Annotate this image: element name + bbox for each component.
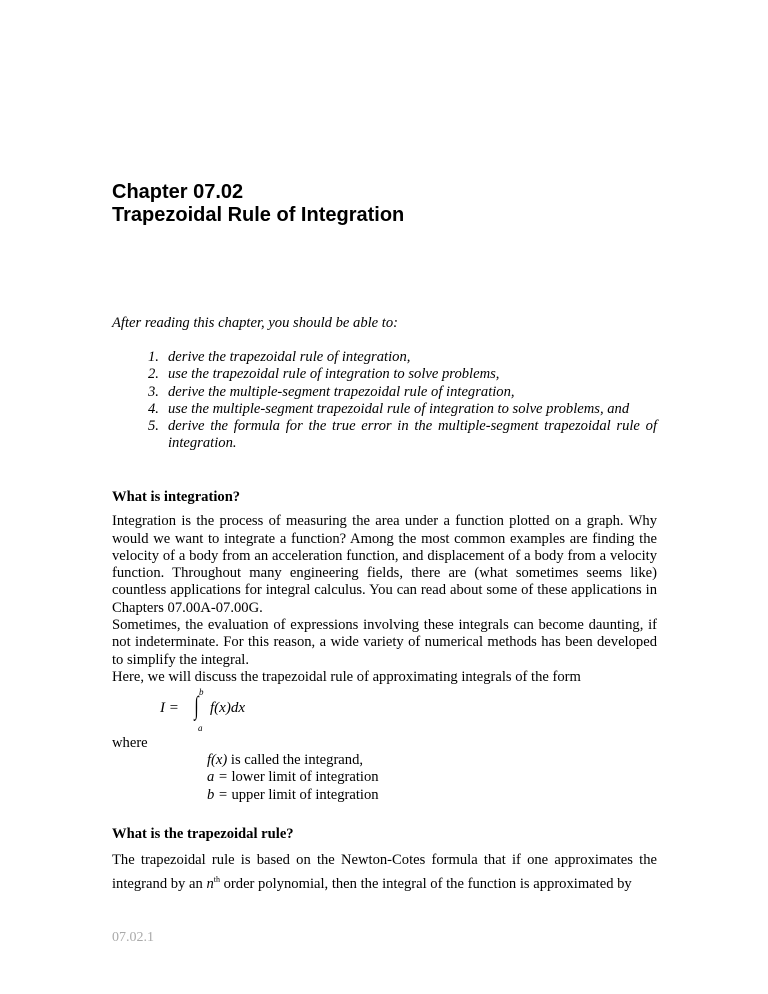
paragraph: Integration is the process of measuring the area under a function plotted on a graph. Why would we want to integrate a function? Among the most common examples are finding the velocity of a body from an acceleration function, and displacement of a body from a velocity function. Throughout many engineering fields, there are (what sometimes seems like) countless applications for integral calculus. You can read about some of these applications in Chapters 07.00A-07.00G. <box>112 513 657 616</box>
chapter-title <box>112 181 657 227</box>
lower-limit: a <box>198 723 203 733</box>
item-number: 1. <box>148 349 159 365</box>
item-number: 4. <box>148 400 159 417</box>
intro-text: After reading this chapter, you should be able to: <box>112 315 399 331</box>
section-trapezoidal <box>112 826 657 894</box>
paragraph: Sometimes, the evaluation of expressions involving these integrals can become daunting, if not indeterminate. For this reason, a wide variety of numerical methods has been developed to simplify the integral. <box>112 617 657 668</box>
item-text: use the multiple-segment trapezoidal rule of integration to solve problems, and <box>168 400 630 417</box>
chapter-number: Chapter 07.02 <box>112 181 244 203</box>
text: order polynomial, then the integral of the function is approximated by <box>219 876 632 893</box>
list-item <box>112 401 657 418</box>
superscript: th <box>213 875 220 885</box>
text: The trapezoidal rule is based on the Newton-Cotes formula that if one approximates the integrand by an <box>112 852 657 893</box>
upper-limit: b <box>199 687 204 697</box>
integral-sign-icon: ∫ <box>194 691 199 720</box>
list-item <box>112 366 657 383</box>
list-item <box>112 418 657 453</box>
section-integration <box>112 489 657 686</box>
definition-text: upper limit of integration <box>227 786 379 803</box>
objectives-list <box>112 349 657 453</box>
page-number: 07.02.1 <box>112 930 154 945</box>
definition <box>207 787 379 804</box>
definition-text: lower limit of integration <box>227 769 379 786</box>
section-heading: What is integration? <box>112 489 241 505</box>
equation-lhs: I = <box>160 700 179 716</box>
math-n: n <box>206 876 214 893</box>
item-text: use the trapezoidal rule of integration to solve problems, <box>168 366 500 383</box>
item-text: derive the formula for the true error in the multiple-segment trapezoidal rule of integration. <box>168 418 657 452</box>
item-text: derive the multiple-segment trapezoidal rule of integration, <box>168 383 515 400</box>
symbol: a = <box>207 769 228 786</box>
integral-equation <box>160 687 360 740</box>
definitions <box>207 752 379 804</box>
chapter-name: Trapezoidal Rule of Integration <box>112 204 405 226</box>
item-number: 3. <box>148 383 159 400</box>
integrand: f(x)dx <box>210 700 245 716</box>
definition-text: is called the integrand, <box>227 752 364 768</box>
list-item <box>112 384 657 401</box>
section-heading: What is the trapezoidal rule? <box>112 826 294 842</box>
paragraph: Here, we will discuss the trapezoidal rule of approximating integrals of the form <box>112 668 581 685</box>
definition <box>207 769 379 786</box>
paragraph <box>112 850 657 894</box>
definition <box>207 752 379 769</box>
symbol: f(x) <box>207 752 228 768</box>
symbol: b = <box>207 786 228 803</box>
item-number: 2. <box>148 366 159 383</box>
list-item <box>112 349 657 366</box>
item-number: 5. <box>148 418 159 435</box>
item-text: derive the trapezoidal rule of integration, <box>168 349 411 365</box>
where-label: where <box>112 735 148 751</box>
